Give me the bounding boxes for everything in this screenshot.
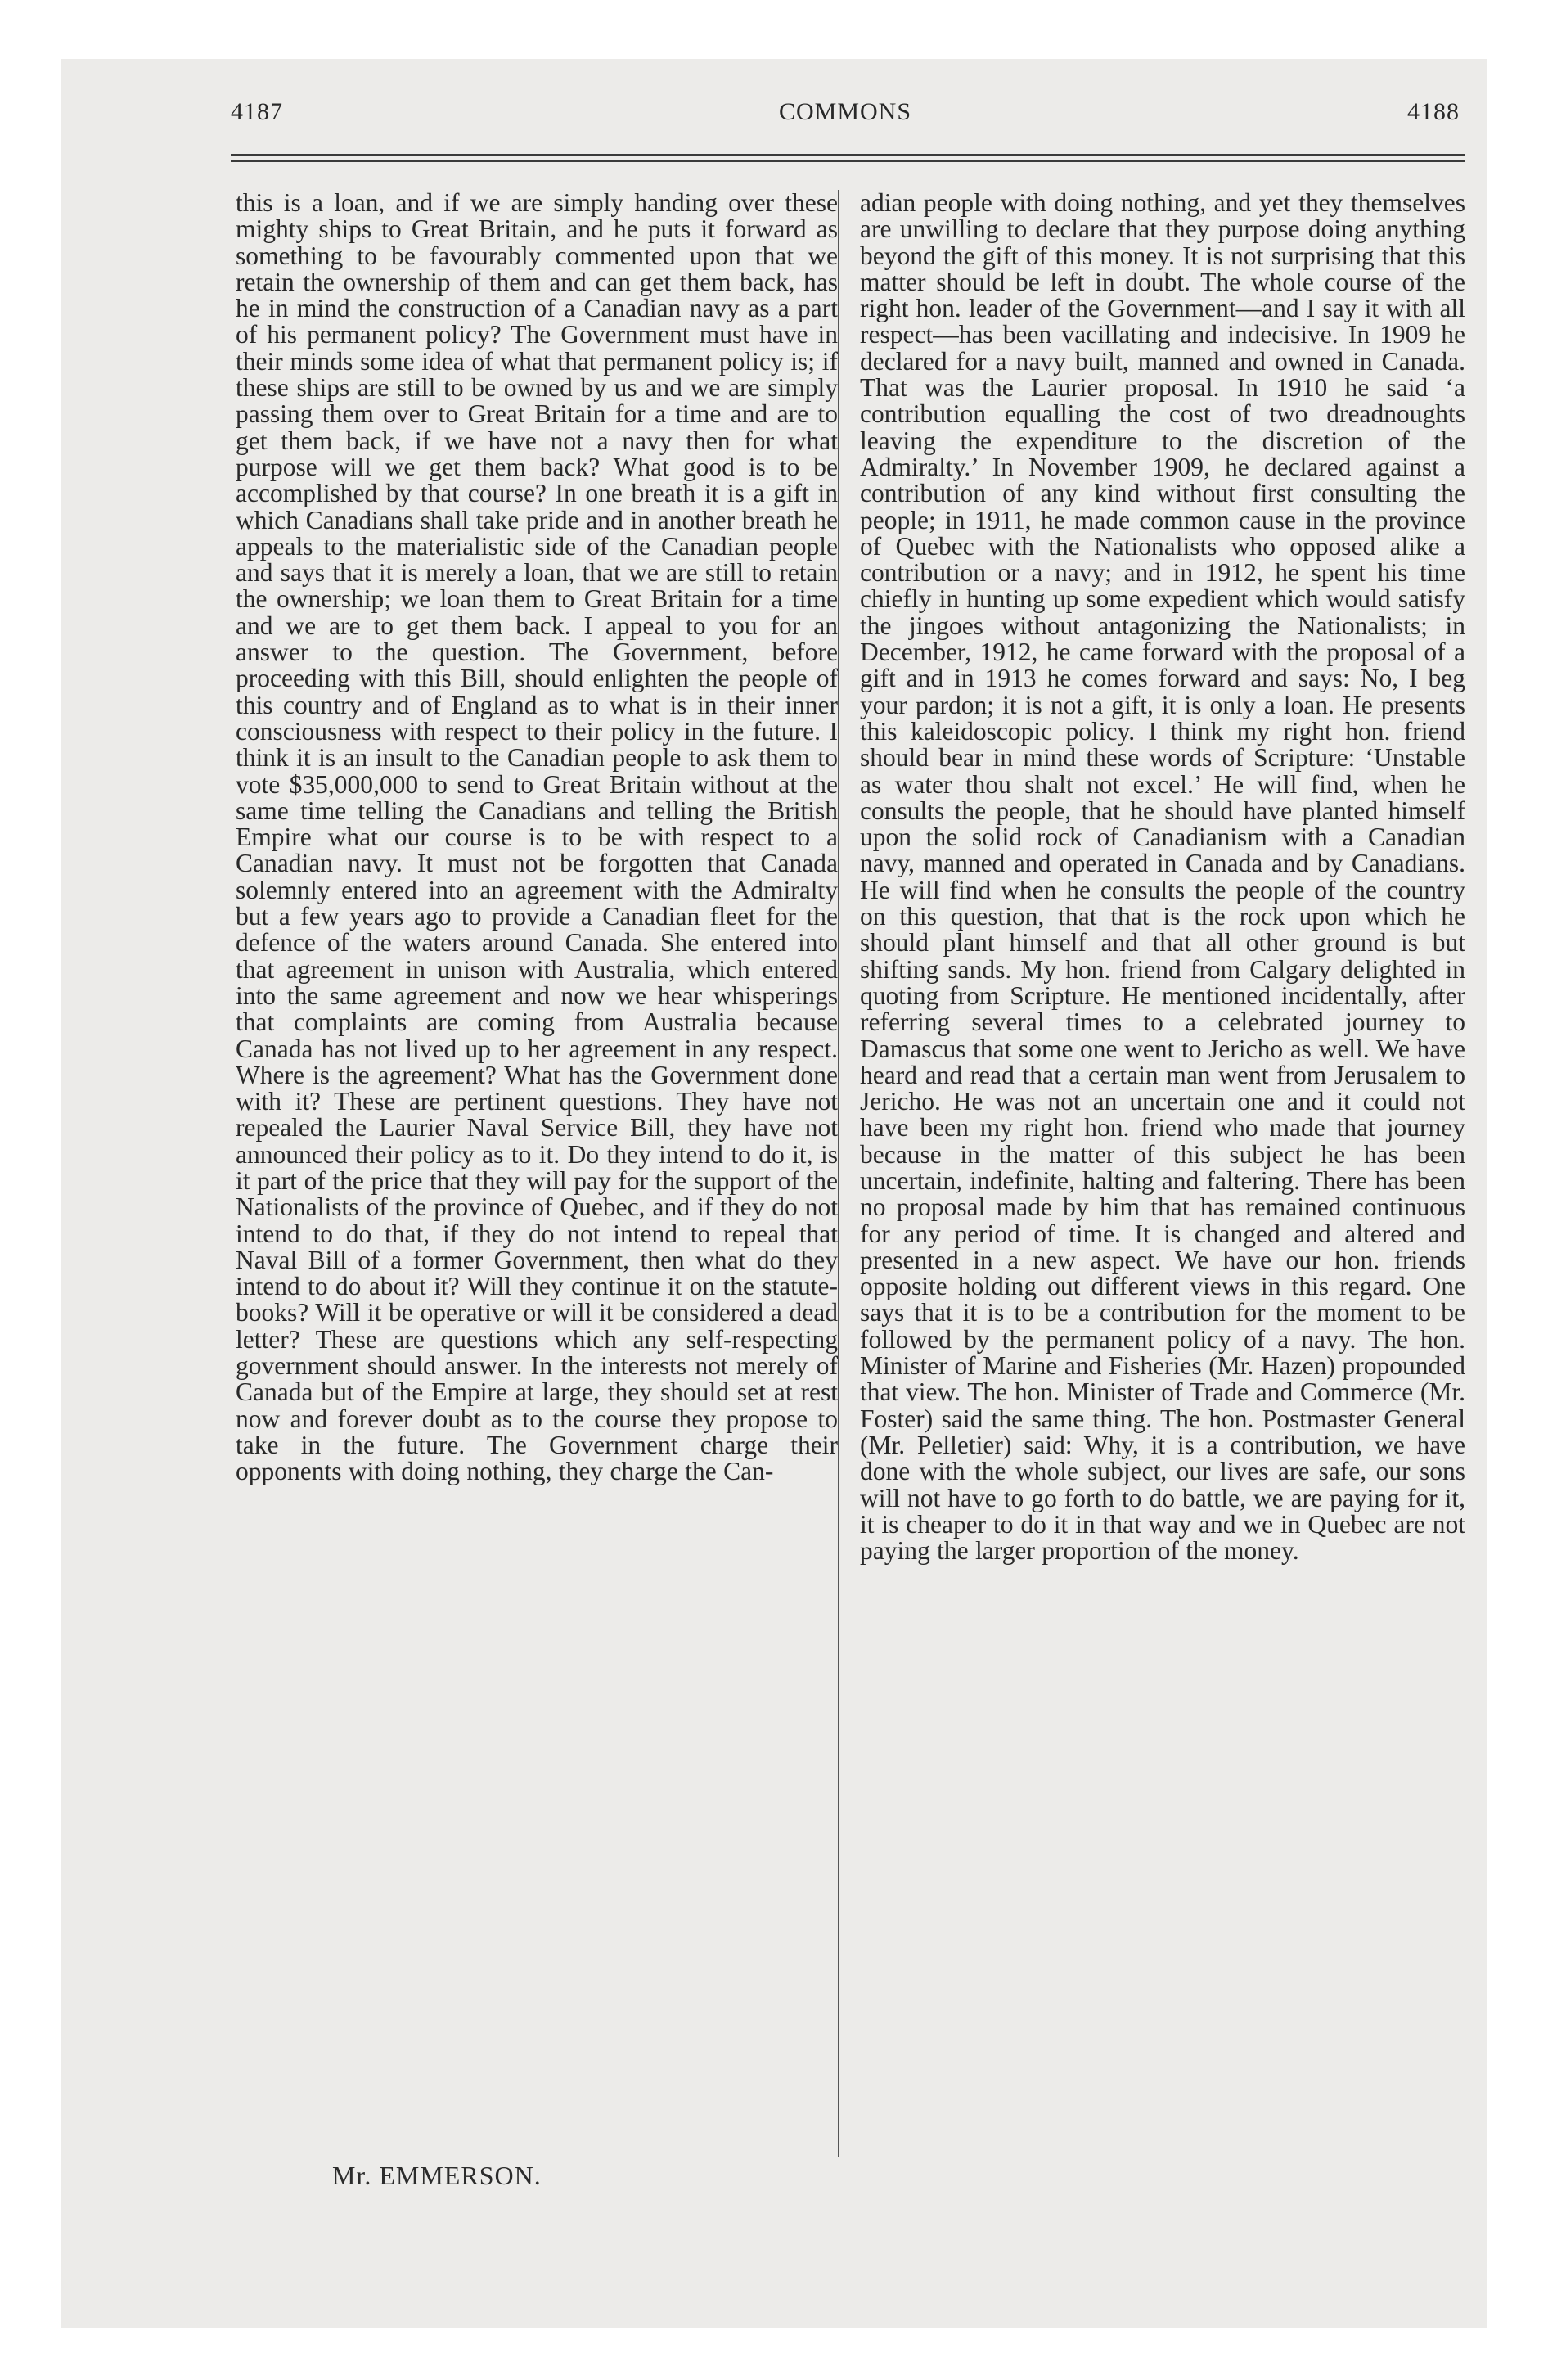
header-rule-bottom bbox=[231, 160, 1465, 162]
scanned-page bbox=[61, 59, 1487, 2328]
page-number-right: 4188 bbox=[1407, 98, 1460, 125]
hansard-page bbox=[159, 59, 1492, 2328]
running-header bbox=[231, 98, 1460, 139]
column-divider bbox=[838, 190, 839, 2157]
text-column-right: adian people with doing nothing, and yet they themselves are unwilling to declare that they purpose doing anything beyond the gift of this money. It is not surprising that this matter should be left in doubt. The whole course of the right hon. leader of the Government—and I say it with all respect—has been vacillating and indecisive. In 1909 he declared for a navy built, manned and owned in Canada. That was the Laurier proposal. In 1910 he said ‘a contribution equalling the cost of two dreadnoughts leaving the expenditure to the discretion of the Admiralty.’ In November 1909, he declared against a contribution of any kind without first consulting the people; in 1911, he made common cause in the province of Quebec with the Nationalists who opposed alike a contribution or a navy; and in 1912, he spent his time chiefly in hunting up some expedient which would satisfy the jingoes without antagonizing the Nationalists; in December, 1912, he came forward with the proposal of a gift and in 1913 he comes forward and says: No, I beg your pardon; it is not a gift, it is only a loan. He presents this kaleidoscopic policy. I think my right hon. friend should bear in mind these words of Scripture: ‘Unstable as water thou shalt not excel.’ He will find, when he consults the people, that he should have planted himself upon the solid rock of Canadianism with a Canadian navy, manned and operated in Canada and by Canadians. He will find when he consults the people of the country on this question, that that is the rock upon which he should plant himself and that all other ground is but shifting sands. My hon. friend from Calgary delighted in quoting from Scripture. He mentioned incidentally, after referring several times to a celebrated journey to Damascus that some one went to Jericho as well. We have heard and read that a certain man went from Jerusalem to Jericho. He was not an uncertain one and it could not have been my right hon. friend who made that journey because in the matter of this subject he has been uncertain, indefinite, halting and faltering. There has been no proposal made by him that has remained continuous for any period of time. It is changed and altered and presented in a new aspect. We have our hon. friends opposite holding out different views in this regard. One says that it is to be a contribution for the moment to be followed by the permanent policy of a navy. The hon. Minister of Marine and Fisheries (Mr. Hazen) propounded that view. The hon. Minister of Trade and Commerce (Mr. Foster) said the same thing. The hon. Postmaster General (Mr. Pelletier) said: Why, it is a contribution, we have done with the whole subject, our lives are safe, our sons will not have to go forth to do battle, we are paying for it, it is cheaper to do it in that way and we in Quebec are not paying the larger proportion of the money. bbox=[860, 188, 1465, 1566]
running-title: COMMONS bbox=[778, 98, 912, 125]
page-number-left: 4187 bbox=[231, 98, 283, 125]
speaker-name: Mr. EMMERSON. bbox=[332, 2161, 542, 2190]
text-column-left: this is a loan, and if we are simply handing over these mighty ships to Great Britain, and he puts it forward as something to be favourably commented upon that we retain the ownership of them and can get them back, has he in mind the construction of a Canadian navy as a part of his permanent policy? The Government must have in their minds some idea of what that permanent policy is; if these ships are still to be owned by us and we are simply passing them over to Great Britain for a time and are to get them back, if we have not a navy then for what purpose will we get them back? What good is to be accomplished by that course? In one breath it is a gift in which Canadians shall take pride and in another breath he appeals to the materialistic side of the Canadian people and says that it is merely a loan, that we are still to retain the ownership; we loan them to Great Britain for a time and we are to get them back. I appeal to you for an answer to the question. The Government, before proceeding with this Bill, should enlighten the people of this country and of England as to what is in their inner consciousness with respect to their policy in the future. I think it is an insult to the Canadian people to ask them to vote $35,000,000 to send to Great Britain without at the same time telling the Canadians and telling the British Empire what our course is to be with respect to a Canadian navy. It must not be forgotten that Canada solemnly entered into an agreement with the Admiralty but a few years ago to provide a Canadian fleet for the defence of the waters around Canada. She entered into that agreement in unison with Australia, which entered into the same agreement and now we hear whisperings that complaints are coming from Australia because Canada has not lived up to her agreement in any respect. Where is the agreement? What has the Government done with it? These are pertinent questions. They have not repealed the Laurier Naval Service Bill, they have not announced their policy as to it. Do they intend to do it, is it part of the price that they will pay for the support of the Nationalists of the province of Quebec, and if they do not intend to do that, if they do not intend to repeal that Naval Bill of a former Government, then what do they intend to do about it? Will they continue it on the statute-books? Will it be operative or will it be considered a dead letter? These are questions which any self-respecting government should answer. In the interests not merely of Canada but of the Empire at large, they should set at rest now and forever doubt as to the course they propose to take in the future. The Government charge their opponents with doing nothing, they charge the Can- bbox=[236, 188, 838, 1486]
header-rule-top bbox=[231, 154, 1465, 156]
